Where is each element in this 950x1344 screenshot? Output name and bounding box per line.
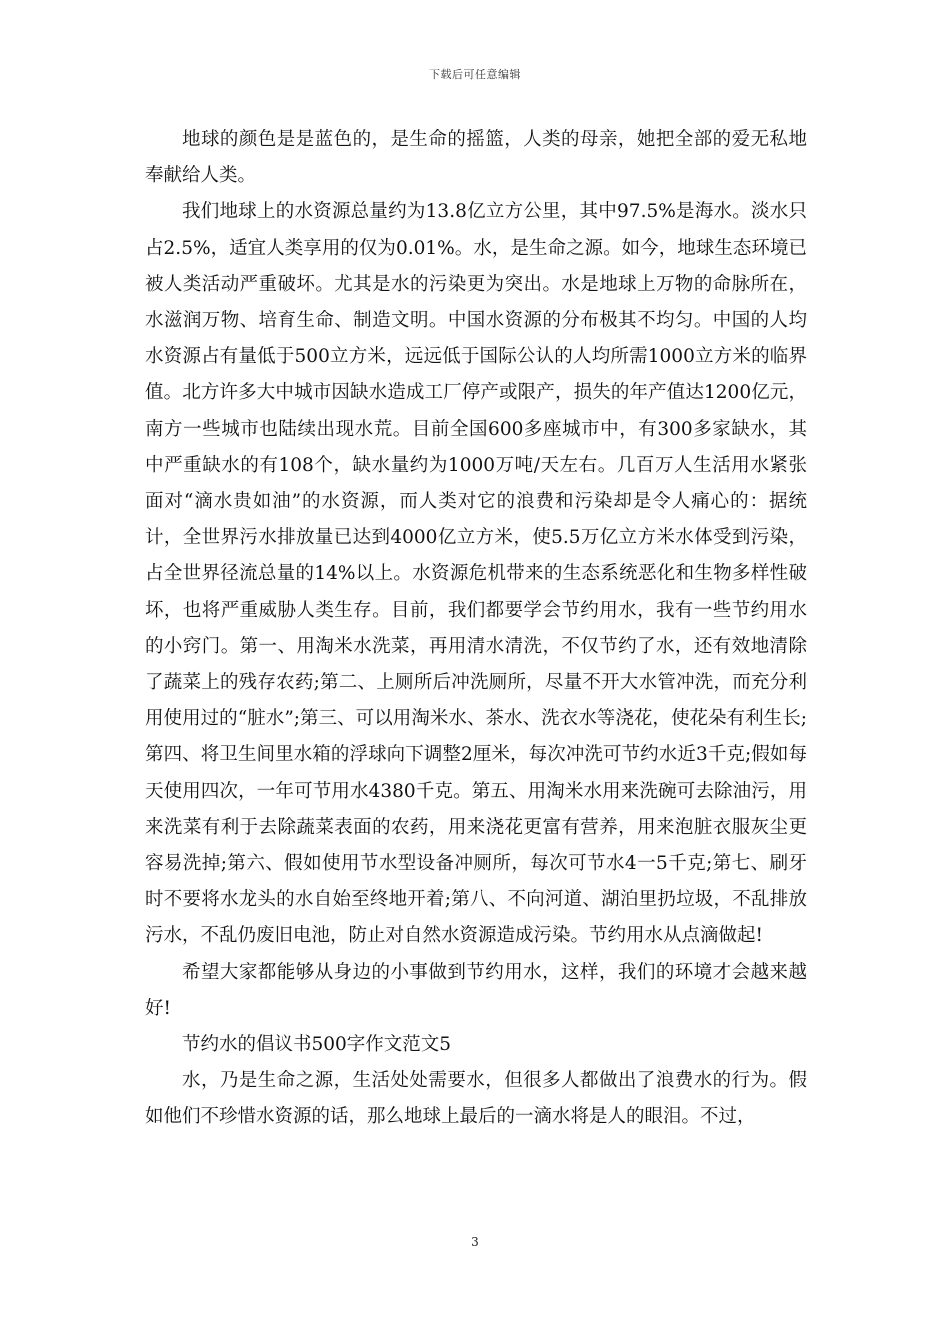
paragraph-hope: 希望大家都能够从身边的小事做到节约用水，这样，我们的环境才会越来越好! [145,961,807,1019]
header-note: 下载后可任意编辑 [429,68,521,81]
paragraph-water-resources: 我们地球上的水资源总量约为13.8亿立方公里，其中97.5%是海水。淡水只占2.5%，适宜人类享用的仅为0.01%。水，是生命之源。如今，地球生态环境已被人类活动严重破坏。尤其是水的污染更为突出。水是地球上万物的命脉所在，水滋润万物、培育生命、制造文明。中国水资源的分布极其不均匀。中国的人均水资源占有量低于500立方米，远远低于国际公认的人均所需1000立方米的临界值。北方许多大中城市因缺水造成工厂停产或限产，损失的年产值达1200亿元，南方一些城市也陆续出现水荒。目前全国600多座城市中，有300多家缺水，其中严重缺水的有108个，缺水量约为1000万吨/天左右。几百万人生活用水紧张面对“滴水贵如油”的水资源，而人类对它的浪费和污染却是令人痛心的：据统计，全世界污水排放量已达到4000亿立方米，使5.5万亿立方米水体受到污染，占全世界径流总量的14%以上。水资源危机带来的生态系统恶化和生物多样性破坏，也将严重威胁人类生存。目前，我们都要学会节约用水，我有一些节约用水的小窍门。第一、用淘米水洗菜，再用清水清洗，不仅节约了水，还有效地清除了蔬菜上的残存农药;第二、上厕所后冲洗厕所，尽量不开大水管冲洗，而充分利用使用过的“脏水”;第三、可以用淘米水、茶水、洗衣水等浇花，使花朵有利生长;第四、将卫生间里水箱的浮球向下调整2厘米，每次冲洗可节约水近3千克;假如每天使用四次，一年可节用水4380千克。第五、用淘米水用来洗碗可去除油污，用来洗菜有利于去除蔬菜表面的农药，用来浇花更富有营养，用来泡脏衣服灰尘更容易洗掉;第六、假如使用节水型设备冲厕所，每次可节水4一5千克;第七、刷牙时不要将水龙头的水自始至终地开着;第八、不向河道、湖泊里扔垃圾，不乱排放污水，不乱仍废旧电池，防止对自然水资源造成污染。节约用水从点滴做起! [145,201,807,947]
paragraph-water-source: 水，乃是生命之源，生活处处需要水，但很多人都做出了浪费水的行为。假如他们不珍惜水资源的话，那么地球上最后的一滴水将是人的眼泪。不过， [145,1070,807,1128]
section-heading: 节约水的倡议书500字作文范文5 [182,1034,452,1056]
paragraph-intro: 地球的颜色是是蓝色的，是生命的摇篮，人类的母亲，她把全部的爱无私地奉献给人类。 [145,129,807,187]
page-number: 3 [471,1235,479,1249]
document-body [145,122,807,1136]
